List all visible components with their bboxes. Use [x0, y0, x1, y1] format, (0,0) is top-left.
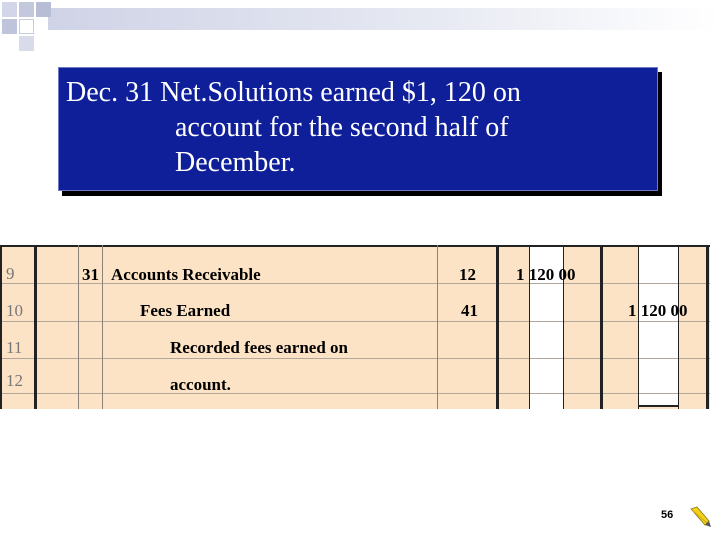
entry-day: 31 [82, 265, 99, 284]
account-credit: Fees Earned [140, 301, 231, 320]
col-line [102, 245, 103, 409]
decor-square [2, 19, 17, 34]
col-line [496, 245, 499, 409]
header-gradient-band [48, 8, 720, 30]
callout-line-2: account for the second half of [175, 112, 509, 143]
explanation-line: account. [170, 375, 231, 394]
decor-square [19, 19, 34, 34]
credit-amount: 1 120 00 [628, 301, 688, 320]
row-divider [0, 393, 710, 394]
col-line [34, 245, 37, 409]
slide-number: 56 [661, 509, 674, 521]
col-line [706, 245, 709, 409]
col-line [78, 245, 79, 409]
row-divider [0, 321, 710, 322]
account-debit: Accounts Receivable [111, 265, 261, 284]
table-top-border [0, 245, 710, 247]
post-ref: 12 [459, 265, 476, 284]
col-line [0, 245, 2, 409]
post-ref: 41 [461, 301, 478, 320]
decor-square [36, 2, 51, 17]
callout-line-3: December. [175, 147, 296, 178]
decor-square [19, 2, 34, 17]
row-number: 10 [6, 301, 23, 320]
transaction-callout [58, 67, 658, 191]
row-number: 12 [6, 371, 23, 390]
pencil-icon [688, 506, 712, 528]
callout-line-1: Dec. 31 Net.Solutions earned $1, 120 on [66, 77, 521, 108]
row-divider [0, 358, 710, 359]
col-line [437, 245, 438, 409]
decor-square [19, 36, 34, 51]
credit-underline [638, 405, 678, 407]
decor-square [2, 2, 17, 17]
debit-amount: 1 120 00 [516, 265, 576, 284]
col-line [678, 245, 679, 409]
col-line [600, 245, 603, 409]
journal-table [0, 245, 710, 409]
col-line [638, 245, 639, 409]
row-divider [0, 283, 710, 284]
explanation-line: Recorded fees earned on [170, 338, 348, 357]
row-number: 11 [6, 338, 23, 357]
credit-cents-cell [638, 245, 678, 405]
row-number: 9 [6, 264, 15, 283]
